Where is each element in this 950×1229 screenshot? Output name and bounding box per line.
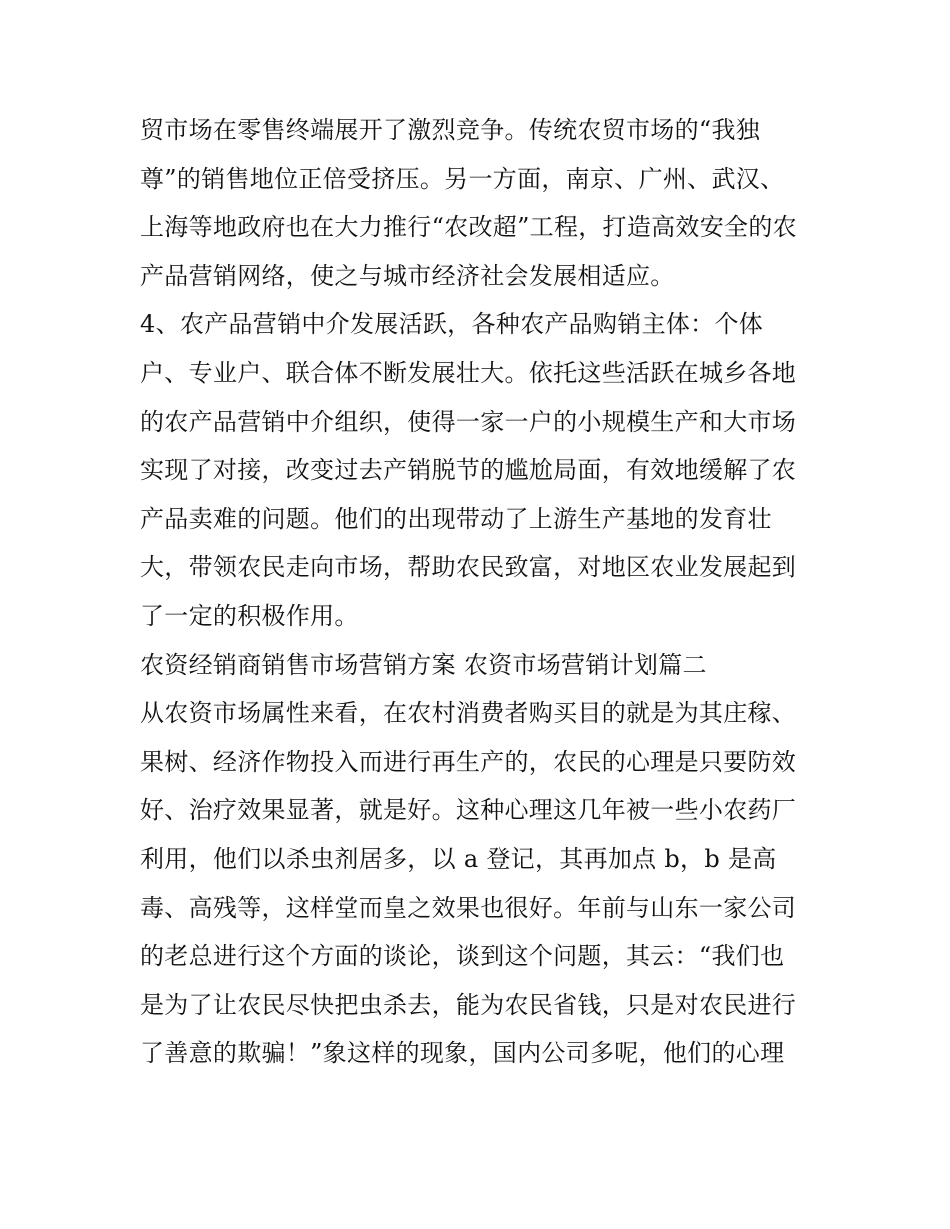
text-line: 好、治疗效果显著，就是好。这种心理这几年被一些小农药厂	[140, 796, 797, 825]
text-line: 了一定的积极作用。	[140, 601, 359, 630]
text-line: 产品营销网络，使之与城市经济社会发展相适应。	[140, 261, 675, 290]
text-line: 尊”的销售地位正倍受挤压。另一方面，南京、广州、武汉、	[140, 164, 785, 193]
text-line: 利用，他们以杀虫剂居多，以 a 登记，其再加点 b，b 是高	[140, 844, 777, 873]
text-line: 毒、高残等，这样堂而皇之效果也很好。年前与山东一家公司	[140, 893, 797, 922]
text-line: 上海等地政府也在大力推行“农改超”工程，打造高效安全的农	[140, 213, 797, 242]
text-line: 了善意的欺骗！”象这样的现象，国内公司多呢，他们的心理	[140, 1039, 785, 1068]
text-line: 4、农产品营销中介发展活跃，各种农产品购销主体：个体	[140, 310, 764, 339]
text-line: 产品卖难的问题。他们的出现带动了上游生产基地的发育壮	[140, 504, 772, 533]
text-line: 从农资市场属性来看，在农村消费者购买目的就是为其庄稼、	[140, 699, 797, 728]
text-line: 大，带领农民走向市场，帮助农民致富，对地区农业发展起到	[140, 553, 797, 582]
text-line: 果树、经济作物投入而进行再生产的，农民的心理是只要防效	[140, 747, 797, 776]
text-line: 是为了让农民尽快把虫杀去，能为农民省钱，只是对农民进行	[140, 990, 797, 1019]
text-line: 的老总进行这个方面的谈论，谈到这个问题，其云：“我们也	[140, 942, 785, 971]
document-body	[140, 106, 830, 1078]
text-line: 的农产品营销中介组织，使得一家一户的小规模生产和大市场	[140, 407, 797, 436]
section-heading: 农资经销商销售市场营销方案 农资市场营销计划篇二	[140, 650, 707, 679]
text-line: 贸市场在零售终端展开了激烈竞争。传统农贸市场的“我独	[140, 116, 761, 144]
text-line: 实现了对接，改变过去产销脱节的尴尬局面，有效地缓解了农	[140, 456, 797, 485]
text-line: 户、专业户、联合体不断发展壮大。依托这些活跃在城乡各地	[140, 358, 797, 387]
